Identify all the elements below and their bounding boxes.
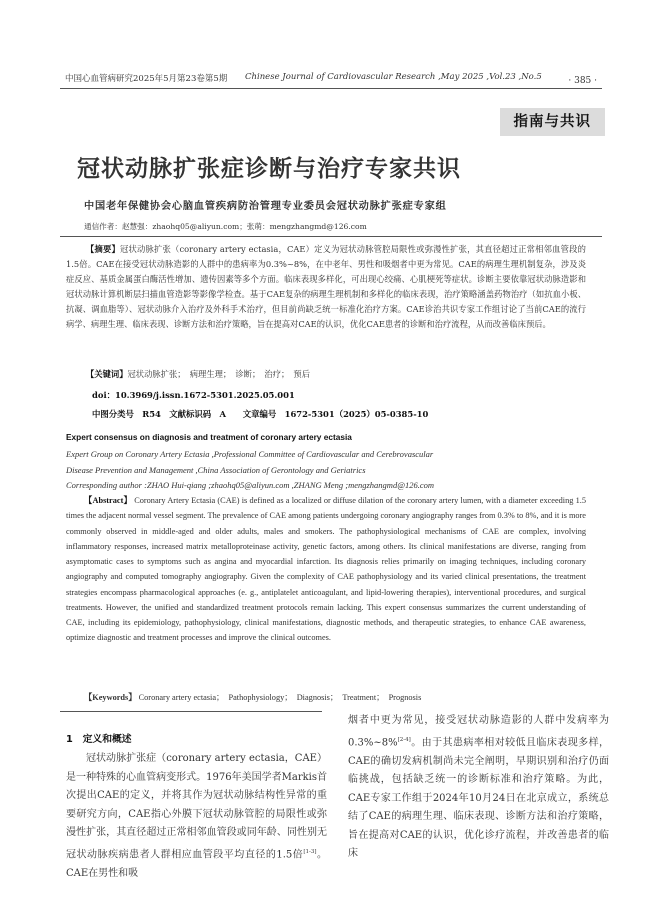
keywords-cn-label: 【关键词】 <box>86 369 128 379</box>
classification-line: 中图分类号 R54 文献标识码 A 文章编号 1672-5301（2025）05-0385-10 <box>92 409 429 419</box>
citation: [1-3] <box>303 848 317 855</box>
abstract-cn-text: 冠状动脉扩张（coronary artery ectasia，CAE）定义为冠状动脉管腔局限性或弥漫性扩张，其直径超过正常相邻血管段的1.5倍。CAE在接受冠状动脉造影的人群中的患病率为0.3%~8%，在中老年、男性和吸烟者中更为常见。CAE的病理生理机制复杂，涉及炎症反应、基质金属蛋白酶活性增加、遗传因素等多个方面。临床表现多样化，可出现心绞痛、心肌梗死等症状。诊断主要依靠冠状动脉造影和冠状动脉计算机断层扫描血管造影等影像学检查。基于CAE复杂的病理生理机制和多样化的临床表现，治疗策略涵盖药物治疗（如抗血小板、抗凝、调血脂等）、冠状动脉介入治疗及外科手术治疗，但目前尚缺乏统一标准化治疗方案。CAE诊治共识专家工作组讨论了当前CAE的流行病学、病理生理、临床表现、诊断方法和治疗策略，旨在提高对CAE的认识，优化CAE患者的诊断和治疗流程，从而改善临床预后。 <box>66 244 586 329</box>
journal-header-en: Chinese Journal of Cardiovascular Research ,May 2025 ,Vol.23 ,No.5 <box>245 72 542 82</box>
doi: doi：10.3969/j.issn.1672-5301.2025.05.001 <box>92 390 295 400</box>
abstract-en <box>66 493 586 646</box>
page-title: 冠状动脉扩张症诊断与治疗专家共识 <box>77 156 461 182</box>
english-title: Expert consensus on diagnosis and treatment of coronary artery ectasia <box>66 432 352 442</box>
body-left-text: 冠状动脉扩张症（coronary artery ectasia，CAE）是一种特殊的心血管病变形式。1976年美国学者Markis首次提出CAE的定义，并将其作为冠状动脉结构性异常的重要研究方向，CAE指心外膜下冠状动脉管腔的局限性或弥漫性扩张，其直径超过正常相邻血管段或同年龄、同性别无冠状动脉疾病患者人群相应血管段平均直径的1.5倍 <box>66 753 327 861</box>
abstract-cn <box>66 242 586 332</box>
body-right-text: 烟者中更为常见，接受冠状动脉造影的人群中发病率为0.3%~8% <box>348 715 609 748</box>
section-heading: 1 定义和概述 <box>66 734 132 745</box>
abstract-cn-label: 【摘要】 <box>86 244 121 254</box>
body-left-text-cont: 。CAE在男性和吸 <box>66 849 328 879</box>
section-divider <box>60 711 322 712</box>
author-group: 中国老年保健协会心脑血管疾病防治管理专业委员会冠状动脉扩张症专家组 <box>84 200 447 212</box>
header-rule <box>60 88 602 89</box>
english-group-line-2: Disease Prevention and Management ,China Association of Gerontology and Geriatrics <box>66 465 366 475</box>
citation: [2-4] <box>397 736 411 743</box>
keywords-cn <box>66 367 586 382</box>
section-badge: 指南与共识 <box>500 108 606 136</box>
divider <box>60 236 602 237</box>
keywords-en-label: 【Keywords】 <box>84 693 137 702</box>
keywords-en-text: Coronary artery ectasia； Pathophysiology； Diagnosis； Treatment； Prognosis <box>138 693 422 702</box>
body-right-text-cont: 。由于其患病率相对较低且临床表现多样，CAE的确切发病机制尚未完全阐明，早期识别和治疗仍面临挑战，包括缺乏统一的诊断标准和治疗策略。为此，CAE专家工作组于2024年10月24日在北京成立，系统总结了CAE的病理生理、临床表现、诊断方法和治疗策略，旨在提高对CAE的认识，优化诊疗流程，并改善患者的临床 <box>348 736 609 860</box>
abstract-en-label: 【Abstract】 <box>84 496 132 505</box>
keywords-en <box>84 691 421 703</box>
english-corresponding: Corresponding author :ZHAO Hui-qiang ;zhaohq05@aliyun.com ,ZHANG Meng ;mengzhangmd@126.com <box>66 480 435 490</box>
correspondence: 通信作者：赵慧强：zhaohq05@aliyun.com；张萌：mengzhangmd@126.com <box>84 222 367 231</box>
body-right-column <box>348 712 609 864</box>
abstract-en-text: Coronary Artery Ectasia (CAE) is defined as a localized or diffuse dilation of the coronary artery lumen, with a diameter exceeding 1.5 times the adjacent normal vessel segment. The prevalence of CAE among patients undergoing coronary angiography ranges from 0.3% to 8%, and it is more commonly observed in middle-aged and older adults, males and smokers. The pathophysiological mechanisms of CAE are complex, involving inflammatory responses, increased matrix metalloproteinase activity, genetic factors, among others. Its clinical manifestations are diverse, ranging from asymptomatic cases to symptoms such as angina and myocardial infarction. Its diagnosis relies primarily on imaging techniques, including coronary angiography and computed tomography angiography. Given the complexity of CAE pathophysiology and its varied clinical presentations, the treatment strategies encompass pharmacological approaches (e. g., antiplatelet anticoagulant, and lipid-lowering therapies), interventional procedures, and surgical treatments. However, the unified and standardized treatment protocols remain lacking. This expert consensus summarizes the current understanding of CAE, including its epidemiology, pathophysiology, clinical manifestations, diagnostic methods, and therapeutic strategies, to enhance CAE awareness, optimize diagnostic and treatment processes and improve the clinical outcomes. <box>66 496 586 643</box>
english-group-line-1: Expert Group on Coronary Artery Ectasia ,Professional Committee of Cardiovascular and Cerebrovascular <box>66 449 434 459</box>
body-left-column <box>66 750 327 883</box>
page-number: · 385 · <box>568 76 597 86</box>
journal-header-cn: 中国心血管病研究2025年5月第23卷第5期 <box>65 74 228 84</box>
keywords-cn-text: 冠状动脉扩张； 病理生理； 诊断； 治疗； 预后 <box>127 369 311 379</box>
